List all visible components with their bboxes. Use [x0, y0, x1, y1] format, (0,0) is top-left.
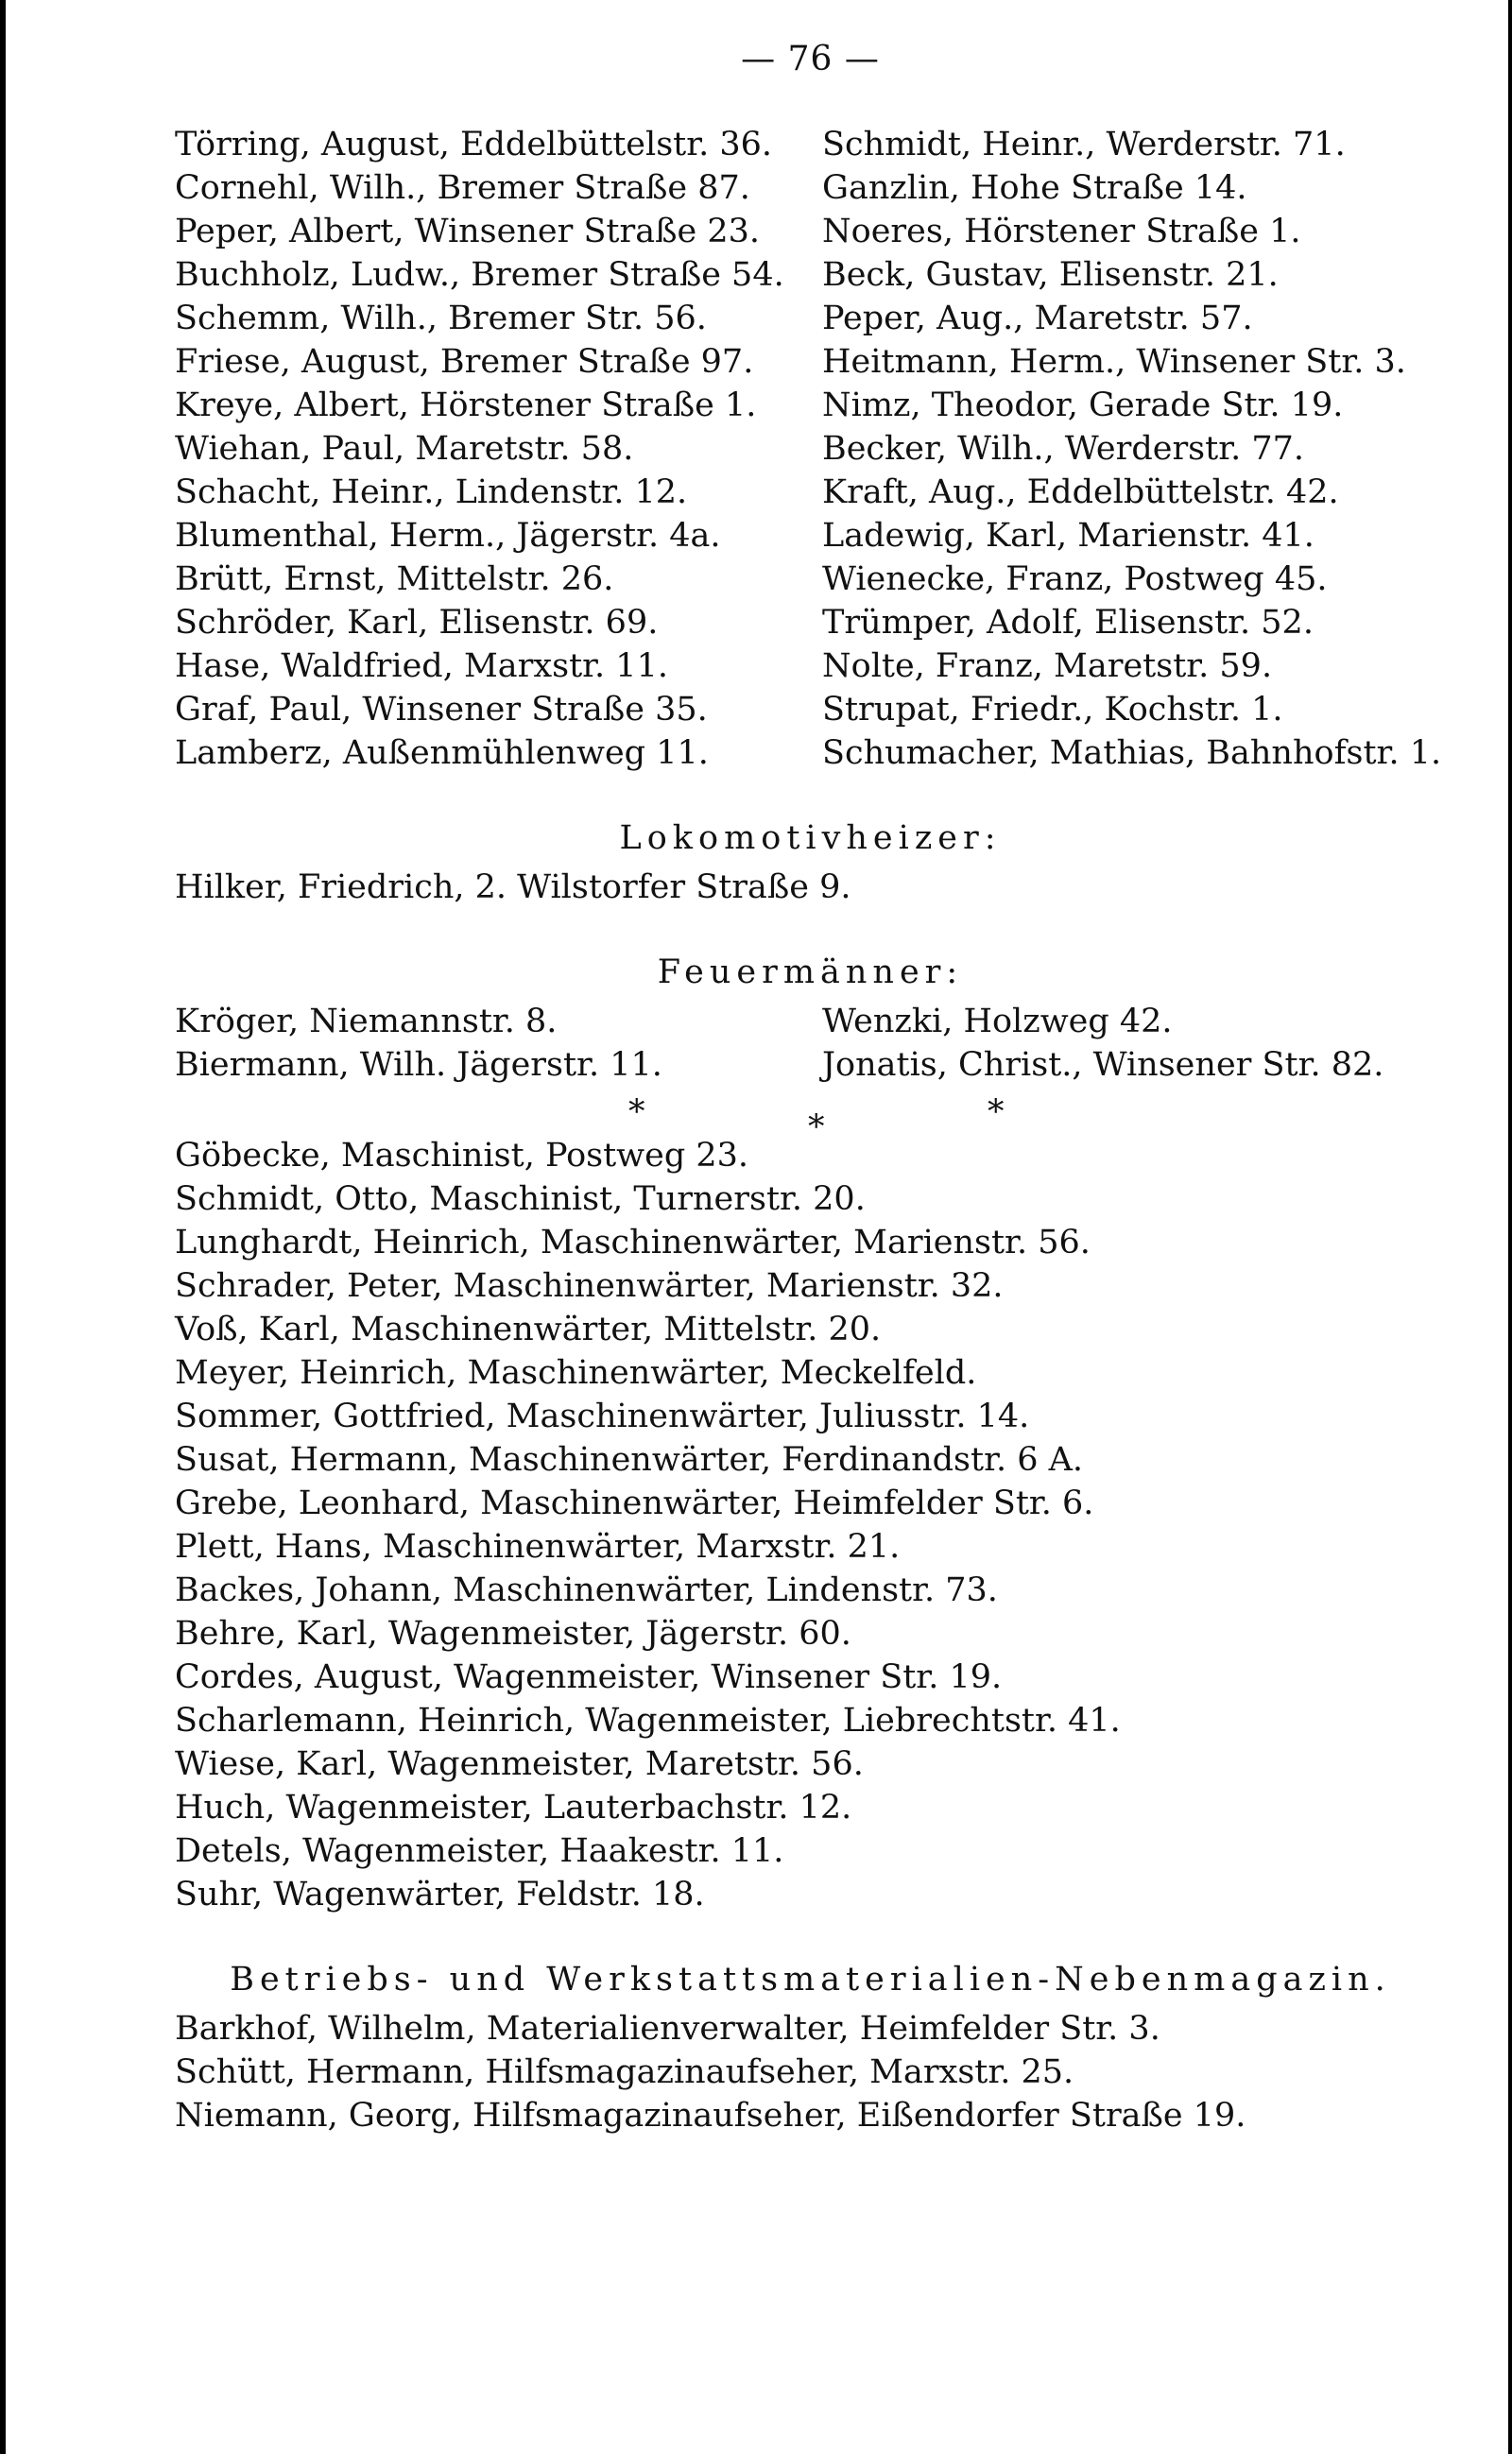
top-address-columns: [175, 123, 1446, 775]
list-item: Blumenthal, Herm., Jägerstr. 4a.: [175, 517, 721, 555]
list-item: Ladewig, Karl, Marienstr. 41.: [822, 517, 1314, 555]
feuermaenner-left-column: [175, 1000, 822, 1087]
list-item: Peper, Aug., Maretstr. 57.: [822, 300, 1253, 337]
scan-edge-right: [1508, 0, 1512, 2454]
list-item: Schrader, Peter, Maschinenwärter, Marienstr. 32.: [175, 1267, 1004, 1305]
list-item: Törring, August, Eddelbüttelstr. 36.: [175, 126, 773, 163]
list-item: Beck, Gustav, Elisenstr. 21.: [822, 256, 1279, 294]
list-item: Noeres, Hörstener Straße 1.: [822, 213, 1301, 250]
page-number: — 76 —: [741, 40, 880, 78]
list-item: Biermann, Wilh. Jägerstr. 11.: [175, 1046, 662, 1084]
feuermaenner-columns: [175, 1000, 1446, 1087]
list-item: Voß, Karl, Maschinenwärter, Mittelstr. 20.: [175, 1311, 882, 1348]
list-item: Plett, Hans, Maschinenwärter, Marxstr. 21.: [175, 1528, 901, 1566]
top-right-column: [822, 123, 1446, 775]
section-heading-nebenmagazin: Betriebs- und Werkstattsmaterialien-Nebenmagazin.: [230, 1961, 1391, 1999]
list-item: Schütt, Hermann, Hilfsmagazinaufseher, Marxstr. 25.: [175, 2053, 1074, 2091]
list-item: Wiehan, Paul, Maretstr. 58.: [175, 430, 634, 468]
list-item: Buchholz, Ludw., Bremer Straße 54.: [175, 256, 784, 294]
list-item: Hilker, Friedrich, 2. Wilstorfer Straße 9.: [175, 868, 851, 906]
list-item: Nolte, Franz, Maretstr. 59.: [822, 647, 1273, 685]
divider-star: *: [988, 1093, 1005, 1131]
list-item: Nimz, Theodor, Gerade Str. 19.: [822, 386, 1344, 424]
list-item: Lunghardt, Heinrich, Maschinenwärter, Marienstr. 56.: [175, 1224, 1091, 1261]
list-item: Huch, Wagenmeister, Lauterbachstr. 12.: [175, 1789, 852, 1827]
list-item: Susat, Hermann, Maschinenwärter, Ferdinandstr. 6 A.: [175, 1441, 1084, 1479]
list-item: Ganzlin, Hohe Straße 14.: [822, 169, 1247, 207]
section-heading-lokomotivheizer: Lokomotivheizer:: [619, 819, 1002, 857]
list-item: Meyer, Heinrich, Maschinenwärter, Meckelfeld.: [175, 1354, 977, 1392]
list-item: Suhr, Wagenwärter, Feldstr. 18.: [175, 1876, 705, 1913]
list-item: Detels, Wagenmeister, Haakestr. 11.: [175, 1832, 784, 1870]
nebenmagazin-list: [175, 2007, 1446, 2137]
list-item: Kraft, Aug., Eddelbüttelstr. 42.: [822, 473, 1339, 511]
list-item: Cornehl, Wilh., Bremer Straße 87.: [175, 169, 750, 207]
list-item: Schmidt, Otto, Maschinist, Turnerstr. 20.: [175, 1180, 866, 1218]
list-item: Schacht, Heinr., Lindenstr. 12.: [175, 473, 688, 511]
list-item: Jonatis, Christ., Winsener Str. 82.: [822, 1046, 1384, 1084]
list-item: Schumacher, Mathias, Bahnhofstr. 1.: [822, 734, 1442, 772]
list-item: Hase, Waldfried, Marxstr. 11.: [175, 647, 668, 685]
list-item: Trümper, Adolf, Elisenstr. 52.: [822, 604, 1314, 642]
list-item: Sommer, Gottfried, Maschinenwärter, Juliusstr. 14.: [175, 1398, 1030, 1435]
list-item: Schmidt, Heinr., Werderstr. 71.: [822, 126, 1346, 163]
section-heading-feuermaenner: Feuermänner:: [657, 953, 964, 991]
list-item: Grebe, Leonhard, Maschinenwärter, Heimfelder Str. 6.: [175, 1484, 1094, 1522]
list-item: Kröger, Niemannstr. 8.: [175, 1003, 558, 1040]
list-item: Strupat, Friedr., Kochstr. 1.: [822, 691, 1283, 729]
list-item: Göbecke, Maschinist, Postweg 23.: [175, 1137, 749, 1175]
list-item: Wenzki, Holzweg 42.: [822, 1003, 1173, 1040]
list-item: Heitmann, Herm., Winsener Str. 3.: [822, 343, 1406, 381]
list-item: Becker, Wilh., Werderstr. 77.: [822, 430, 1304, 468]
staff-list: [175, 1134, 1446, 1916]
list-item: Kreye, Albert, Hörstener Straße 1.: [175, 386, 757, 424]
list-item: Niemann, Georg, Hilfsmagazinaufseher, Eißendorfer Straße 19.: [175, 2097, 1246, 2135]
list-item: Graf, Paul, Winsener Straße 35.: [175, 691, 708, 729]
list-item: Wienecke, Franz, Postweg 45.: [822, 560, 1328, 598]
scan-edge-left: [0, 0, 6, 2454]
list-item: Wiese, Karl, Wagenmeister, Maretstr. 56.: [175, 1745, 864, 1783]
list-item: Friese, August, Bremer Straße 97.: [175, 343, 754, 381]
feuermaenner-right-column: [822, 1000, 1446, 1087]
asterism-divider: [175, 1087, 1446, 1146]
list-item: Scharlemann, Heinrich, Wagenmeister, Liebrechtstr. 41.: [175, 1702, 1121, 1740]
list-item: Barkhof, Wilhelm, Materialienverwalter, Heimfelder Str. 3.: [175, 2010, 1160, 2048]
list-item: Peper, Albert, Winsener Straße 23.: [175, 213, 760, 250]
list-item: Brütt, Ernst, Mittelstr. 26.: [175, 560, 614, 598]
divider-star: *: [808, 1108, 825, 1146]
list-item: Behre, Karl, Wagenmeister, Jägerstr. 60.: [175, 1615, 851, 1653]
list-item: Schemm, Wilh., Bremer Str. 56.: [175, 300, 707, 337]
top-left-column: [175, 123, 822, 775]
list-item: Schröder, Karl, Elisenstr. 69.: [175, 604, 659, 642]
list-item: Cordes, August, Wagenmeister, Winsener Str. 19.: [175, 1658, 1003, 1696]
list-item: Backes, Johann, Maschinenwärter, Lindenstr. 73.: [175, 1571, 998, 1609]
divider-star: *: [628, 1093, 645, 1131]
list-item: Lamberz, Außenmühlenweg 11.: [175, 734, 709, 772]
lokomotivheizer-list: [175, 866, 1446, 909]
